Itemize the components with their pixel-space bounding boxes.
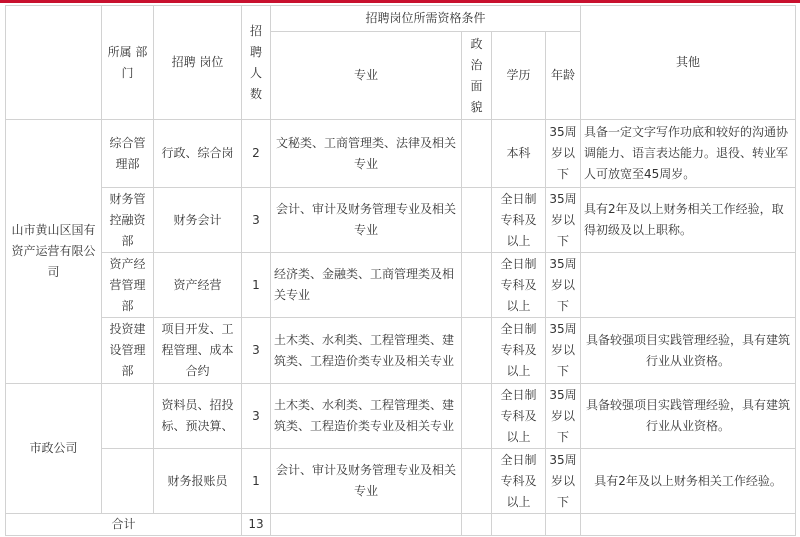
header-politics: 政治面貌 bbox=[462, 32, 492, 120]
table-row bbox=[6, 384, 796, 449]
major-cell: 土木类、水利类、工程管理类、建筑类、工程造价类专业及相关专业 bbox=[271, 384, 462, 449]
empty-cell bbox=[492, 514, 546, 536]
education-cell: 本科 bbox=[492, 120, 546, 188]
politics-cell bbox=[462, 188, 492, 253]
table-row bbox=[6, 318, 796, 384]
major-cell: 会计、审计及财务管理专业及相关专业 bbox=[271, 188, 462, 253]
table-row bbox=[6, 120, 796, 188]
header-count: 招聘人数 bbox=[242, 6, 271, 120]
header-dept: 所属 部门 bbox=[102, 6, 154, 120]
politics-cell bbox=[462, 318, 492, 384]
empty-cell bbox=[546, 514, 581, 536]
age-cell: 35周岁以下 bbox=[546, 318, 581, 384]
dept-cell bbox=[102, 449, 154, 514]
count-cell: 2 bbox=[242, 120, 271, 188]
politics-cell bbox=[462, 449, 492, 514]
education-cell: 全日制专科及以上 bbox=[492, 253, 546, 318]
age-cell: 35周岁以下 bbox=[546, 253, 581, 318]
total-row bbox=[6, 514, 796, 536]
major-cell: 会计、审计及财务管理专业及相关专业 bbox=[271, 449, 462, 514]
position-cell: 项目开发、工程管理、成本合约 bbox=[154, 318, 242, 384]
education-cell: 全日制专科及以上 bbox=[492, 449, 546, 514]
total-count: 13 bbox=[242, 514, 271, 536]
top-accent-line bbox=[0, 0, 800, 3]
education-cell: 全日制专科及以上 bbox=[492, 318, 546, 384]
politics-cell bbox=[462, 384, 492, 449]
empty-cell bbox=[271, 514, 462, 536]
empty-cell bbox=[581, 514, 796, 536]
empty-cell bbox=[462, 514, 492, 536]
header-unit-cell bbox=[6, 6, 102, 120]
count-cell: 1 bbox=[242, 449, 271, 514]
position-cell: 财务报账员 bbox=[154, 449, 242, 514]
table-row bbox=[6, 253, 796, 318]
dept-cell bbox=[102, 384, 154, 449]
education-cell: 全日制专科及以上 bbox=[492, 384, 546, 449]
dept-cell: 综合管理部 bbox=[102, 120, 154, 188]
position-cell: 资料员、招投标、预决算、 bbox=[154, 384, 242, 449]
header-major: 专业 bbox=[271, 32, 462, 120]
major-cell: 土木类、水利类、工程管理类、建筑类、工程造价类专业及相关专业 bbox=[271, 318, 462, 384]
recruitment-table bbox=[5, 5, 796, 536]
age-cell: 35周岁以下 bbox=[546, 120, 581, 188]
politics-cell bbox=[462, 120, 492, 188]
total-label: 合计 bbox=[6, 514, 242, 536]
header-age: 年龄 bbox=[546, 32, 581, 120]
other-cell: 具备较强项目实践管理经验，具有建筑行业从业资格。 bbox=[581, 384, 796, 449]
dept-cell: 投资建设管理部 bbox=[102, 318, 154, 384]
other-cell: 具备较强项目实践管理经验，具有建筑行业从业资格。 bbox=[581, 318, 796, 384]
unit-cell: 市政公司 bbox=[6, 384, 102, 514]
count-cell: 3 bbox=[242, 188, 271, 253]
major-cell: 文秘类、工商管理类、法律及相关专业 bbox=[271, 120, 462, 188]
age-cell: 35周岁以下 bbox=[546, 188, 581, 253]
other-cell bbox=[581, 253, 796, 318]
count-cell: 1 bbox=[242, 253, 271, 318]
unit-cell: 山市黄山区国有资产运营有限公司 bbox=[6, 120, 102, 384]
table-row bbox=[6, 188, 796, 253]
position-cell: 资产经营 bbox=[154, 253, 242, 318]
position-cell: 行政、综合岗 bbox=[154, 120, 242, 188]
other-cell: 具备一定文字写作功底和较好的沟通协调能力、语言表达能力。退役、转业军人可放宽至45周岁。 bbox=[581, 120, 796, 188]
table-row bbox=[6, 449, 796, 514]
count-cell: 3 bbox=[242, 318, 271, 384]
other-cell: 具有2年及以上财务相关工作经验，取得初级及以上职称。 bbox=[581, 188, 796, 253]
header-education: 学历 bbox=[492, 32, 546, 120]
header-requirements-group: 招聘岗位所需资格条件 bbox=[271, 6, 581, 32]
major-cell: 经济类、金融类、工商管理类及相关专业 bbox=[271, 253, 462, 318]
other-cell: 具有2年及以上财务相关工作经验。 bbox=[581, 449, 796, 514]
politics-cell bbox=[462, 253, 492, 318]
header-other: 其他 bbox=[581, 6, 796, 120]
education-cell: 全日制专科及以上 bbox=[492, 188, 546, 253]
age-cell: 35周岁以下 bbox=[546, 449, 581, 514]
position-cell: 财务会计 bbox=[154, 188, 242, 253]
age-cell: 35周岁以下 bbox=[546, 384, 581, 449]
dept-cell: 资产经营管理部 bbox=[102, 253, 154, 318]
header-position: 招聘 岗位 bbox=[154, 6, 242, 120]
dept-cell: 财务管控融资部 bbox=[102, 188, 154, 253]
count-cell: 3 bbox=[242, 384, 271, 449]
